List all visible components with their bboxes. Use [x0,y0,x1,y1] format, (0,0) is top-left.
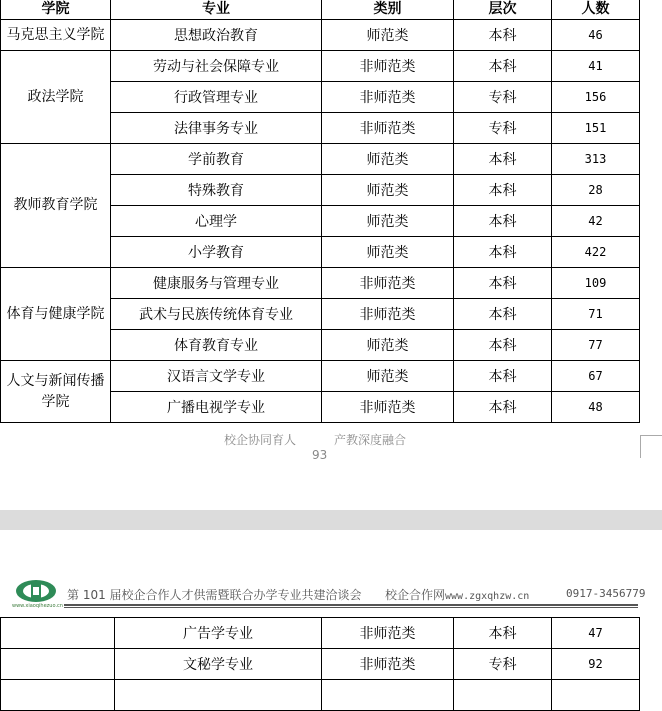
category-cell: 师范类 [322,175,454,206]
empty-cell [552,680,640,711]
level-cell: 本科 [454,175,552,206]
logo-text: www.xiaoqihezuo.cn [12,603,63,609]
category-cell: 非师范类 [322,392,454,423]
level-cell: 本科 [454,299,552,330]
major-cell: 法律事务专业 [111,113,322,144]
level-cell: 本科 [454,268,552,299]
major-cell: 健康服务与管理专业 [111,268,322,299]
count-cell: 313 [552,144,640,175]
column-header-0: 学院 [1,0,111,20]
header-site [385,586,529,603]
column-header-4: 人数 [552,0,640,20]
category-cell: 师范类 [322,20,454,51]
college-cell: 人文与新闻传播学院 [1,361,111,423]
college-cell: 马克思主义学院 [1,20,111,51]
count-cell: 42 [552,206,640,237]
count-cell: 71 [552,299,640,330]
category-cell: 非师范类 [322,51,454,82]
major-cell: 劳动与社会保障专业 [111,51,322,82]
category-cell: 师范类 [322,330,454,361]
count-cell: 156 [552,82,640,113]
major-cell: 体育教育专业 [111,330,322,361]
page-separator [0,510,662,530]
major-cell: 行政管理专业 [111,82,322,113]
empty-cell [322,680,454,711]
table-row [1,144,640,175]
count-cell: 77 [552,330,640,361]
header-rule [64,604,638,606]
count-cell: 151 [552,113,640,144]
college-cell [1,649,115,680]
level-cell: 本科 [454,20,552,51]
table-row [1,20,640,51]
category-cell: 非师范类 [322,618,454,649]
column-header-3: 层次 [454,0,552,20]
level-cell: 本科 [454,51,552,82]
level-cell: 本科 [454,618,552,649]
page-number: 93 [312,448,328,462]
level-cell: 本科 [454,330,552,361]
major-cell: 学前教育 [111,144,322,175]
table-header-row [1,0,640,20]
level-cell: 专科 [454,82,552,113]
page-footer-mottos [224,431,406,448]
college-cell: 体育与健康学院 [1,268,111,361]
count-cell: 67 [552,361,640,392]
category-cell: 非师范类 [322,299,454,330]
empty-cell [454,680,552,711]
major-cell: 广播电视学专业 [111,392,322,423]
category-cell: 师范类 [322,237,454,268]
enrollment-table-continued [0,617,640,711]
level-cell: 专科 [454,649,552,680]
college-cell: 政法学院 [1,51,111,144]
header-site-label: 校企合作网 [385,588,446,602]
table-row [1,618,640,649]
major-cell: 特殊教育 [111,175,322,206]
count-cell: 41 [552,51,640,82]
college-cell [1,618,115,649]
category-cell: 师范类 [322,361,454,392]
category-cell: 非师范类 [322,268,454,299]
header-title: 第 101 届校企合作人才供需暨联合办学专业共建洽谈会 [67,588,362,602]
empty-cell [115,680,322,711]
table-row [1,268,640,299]
level-cell: 本科 [454,144,552,175]
logo-icon [14,578,58,604]
category-cell: 师范类 [322,206,454,237]
major-cell: 汉语言文学专业 [111,361,322,392]
table-row-partial [1,680,640,711]
count-cell: 109 [552,268,640,299]
column-header-1: 专业 [111,0,322,20]
category-cell: 非师范类 [322,113,454,144]
footer-motto-right: 产教深度融合 [334,433,407,447]
page-corner-mark [640,435,662,458]
footer-motto-left: 校企协同育人 [224,433,297,447]
college-cell: 教师教育学院 [1,144,111,268]
category-cell: 师范类 [322,144,454,175]
count-cell: 48 [552,392,640,423]
table-row [1,361,640,392]
category-cell: 非师范类 [322,82,454,113]
count-cell: 422 [552,237,640,268]
level-cell: 本科 [454,206,552,237]
major-cell: 心理学 [111,206,322,237]
count-cell: 28 [552,175,640,206]
table-row [1,51,640,82]
empty-cell [1,680,115,711]
count-cell: 46 [552,20,640,51]
header-site-url[interactable]: www.zgxqhzw.cn [445,591,530,602]
level-cell: 本科 [454,361,552,392]
major-cell: 文秘学专业 [115,649,322,680]
level-cell: 本科 [454,237,552,268]
column-header-2: 类别 [322,0,454,20]
count-cell: 47 [552,618,640,649]
header-rule-thin [64,607,638,608]
header-phone: 0917-3456779 [566,587,646,600]
level-cell: 本科 [454,392,552,423]
major-cell: 思想政治教育 [111,20,322,51]
major-cell: 小学教育 [111,237,322,268]
category-cell: 非师范类 [322,649,454,680]
level-cell: 专科 [454,113,552,144]
count-cell: 92 [552,649,640,680]
table-row [1,649,640,680]
major-cell: 武术与民族传统体育专业 [111,299,322,330]
major-cell: 广告学专业 [115,618,322,649]
